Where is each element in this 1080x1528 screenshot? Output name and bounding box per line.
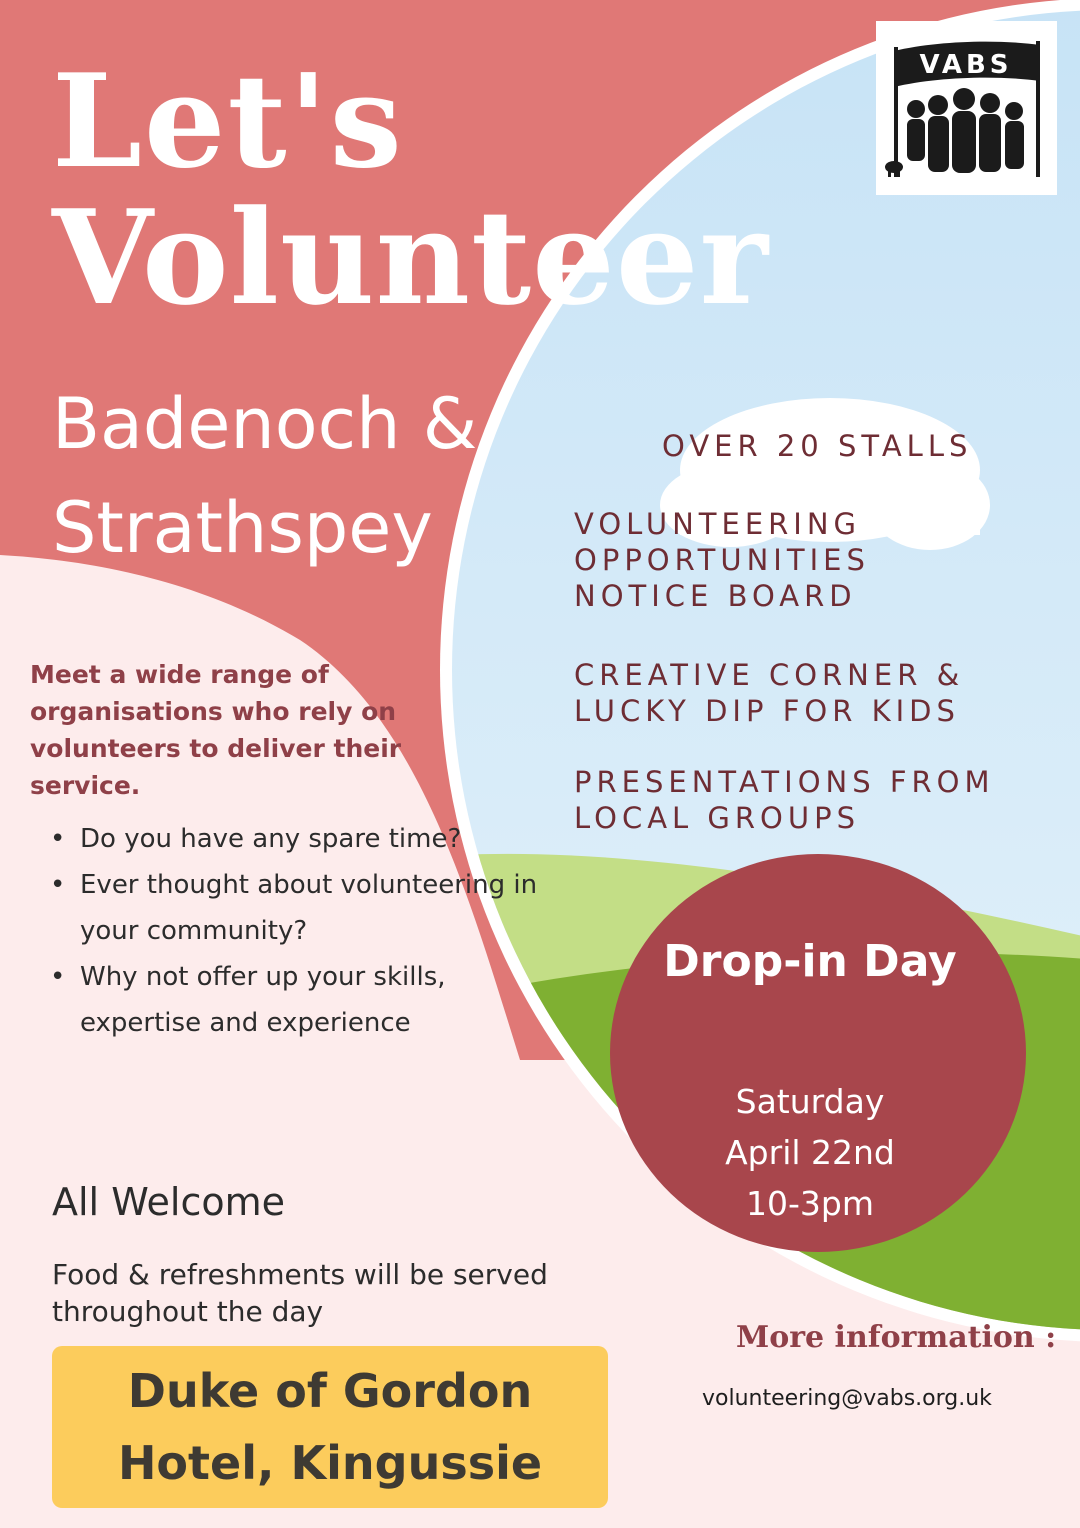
stall-item-stalls: OVER 20 STALLS: [662, 429, 973, 463]
list-item: • Do you have any spare time?: [80, 816, 550, 862]
question-list: [36, 816, 550, 1046]
dropin-day-badge: [610, 854, 1026, 1252]
venue-box: [52, 1346, 608, 1508]
title-volunteer: Volunteer: [52, 181, 770, 334]
vabs-logo-icon: [876, 21, 1057, 195]
all-welcome: All Welcome: [52, 1180, 286, 1224]
event-time: 10-3pm: [746, 1184, 874, 1223]
list-item: • Ever thought about volunteering in your community?: [80, 862, 550, 954]
dropin-details: [610, 1076, 1010, 1229]
stall-item-presentations: PRESENTATIONS FROM LOCAL GROUPS: [574, 765, 995, 835]
event-day: Saturday: [735, 1082, 885, 1121]
title-lets: Let's: [52, 47, 404, 197]
intro-text: Meet a wide range of organisations who rely on volunteers to deliver their service.: [30, 660, 402, 800]
list-item: • Why not offer up your skills, expertise and experience: [80, 954, 550, 1046]
contact-email-link[interactable]: volunteering@vabs.org.uk: [702, 1386, 992, 1411]
more-info-heading: More information :: [736, 1320, 1057, 1355]
food-note: Food & refreshments will be served throughout the day: [52, 1258, 548, 1328]
stall-item-creative-corner: CREATIVE CORNER & LUCKY DIP FOR KIDS: [574, 658, 965, 728]
dropin-title: Drop-in Day: [663, 936, 957, 987]
event-date: April 22nd: [725, 1133, 895, 1172]
venue-name: Duke of Gordon Hotel, Kingussie: [117, 1364, 543, 1490]
vabs-logo-text: VABS: [919, 50, 1013, 80]
stall-item-notice-board: VOLUNTEERING OPPORTUNITIES NOTICE BOARD: [574, 507, 870, 613]
region-name: Badenoch & Strathspey: [52, 383, 478, 569]
vabs-logo: [876, 21, 1057, 195]
